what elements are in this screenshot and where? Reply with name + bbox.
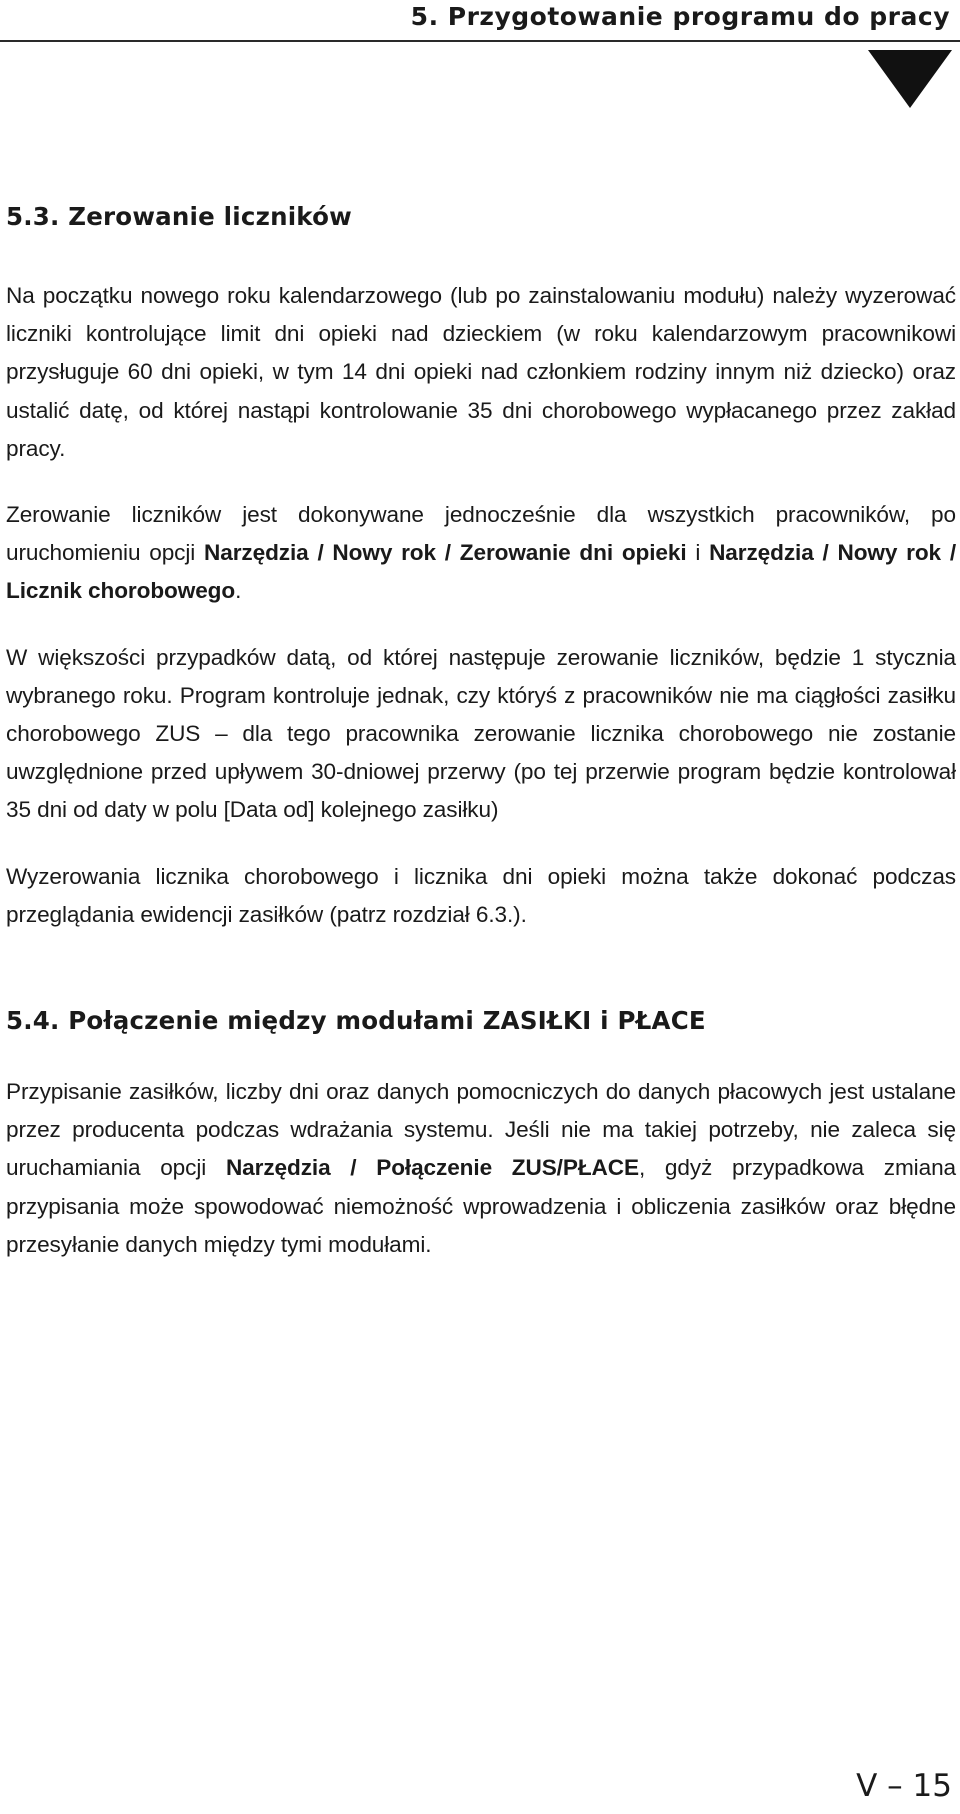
page-content	[6, 202, 956, 1264]
section-5-4-paragraph-1	[6, 1073, 956, 1264]
paragraph-text: Przypisanie zasiłków, liczby dni oraz danych pomocniczych do danych płacowych jest ustalane przez producenta podczas wdrażania systemu. Jeśli nie ma takiej potrzeby, nie zaleca się uruchamiania opcji	[6, 1079, 956, 1181]
section-5-3-paragraph-2	[6, 496, 956, 611]
paragraph-text: Zerowanie liczników jest dokonywane jednocześnie dla wszystkich pracowników, po uruchomieniu opcji	[6, 502, 956, 566]
paragraph-text: , gdyż przypadkowa zmiana przypisania może spowodować niemożność wprowadzenia i obliczenia zasiłków oraz błędne przesyłanie danych między tymi modułami.	[6, 1155, 956, 1257]
section-5-3-paragraph-3: W większości przypadków datą, od której następuje zerowanie liczników, będzie 1 stycznia wybranego roku. Program kontroluje jednak, czy któryś z pracowników nie ma ciągłości zasiłku chorobowego ZUS – dla tego pracownika zerowanie licznika chorobowego nie zostanie uwzględnione przed upływem 30-dniowej przerwy (po tej przerwie program będzie kontrolował 35 dni od daty w polu [Data od] kolejnego zasiłku)	[6, 644, 956, 823]
section-5-4-title: 5.4. Połączenie między modułami ZASIŁKI i PŁACE	[6, 1006, 706, 1036]
menu-path-polaczenie-zus-place: Narzędzia / Połączenie ZUS/PŁACE	[225, 1155, 639, 1181]
page-number: V – 15	[856, 1768, 952, 1804]
menu-path-licznik-chorobowego: Narzędzia / Nowy rok / Licznik chorobowego	[6, 540, 957, 604]
section-5-3-paragraph-1: Na początku nowego roku kalendarzowego (lub po zainstalowaniu modułu) należy wyzerować liczniki kontrolujące limit dni opieki nad dzieckiem (w roku kalendarzowym pracownikowi przysługuje 60 dni opieki, w tym 14 dni opieki nad członkiem rodziny innym niż dziecko) oraz ustalić datę, od której nastąpi kontrolowanie 35 dni chorobowego wypłacanego przez zakład pracy.	[6, 283, 956, 461]
section-5-3-title: 5.3. Zerowanie liczników	[6, 202, 353, 231]
section-5-3-paragraph-4: Wyzerowania licznika chorobowego i licznika dni opieki można także dokonać podczas przeglądania ewidencji zasiłków (patrz rozdział 6.3.).	[6, 863, 956, 927]
menu-path-zerowanie-dni-opieki: Narzędzia / Nowy rok / Zerowanie dni opieki	[204, 540, 687, 566]
paragraph-text: i	[686, 540, 710, 566]
running-header: 5. Przygotowanie programu do pracy	[410, 2, 950, 31]
section-marker-triangle-icon	[868, 50, 952, 108]
paragraph-text: .	[235, 578, 242, 604]
header-rule	[0, 40, 960, 42]
